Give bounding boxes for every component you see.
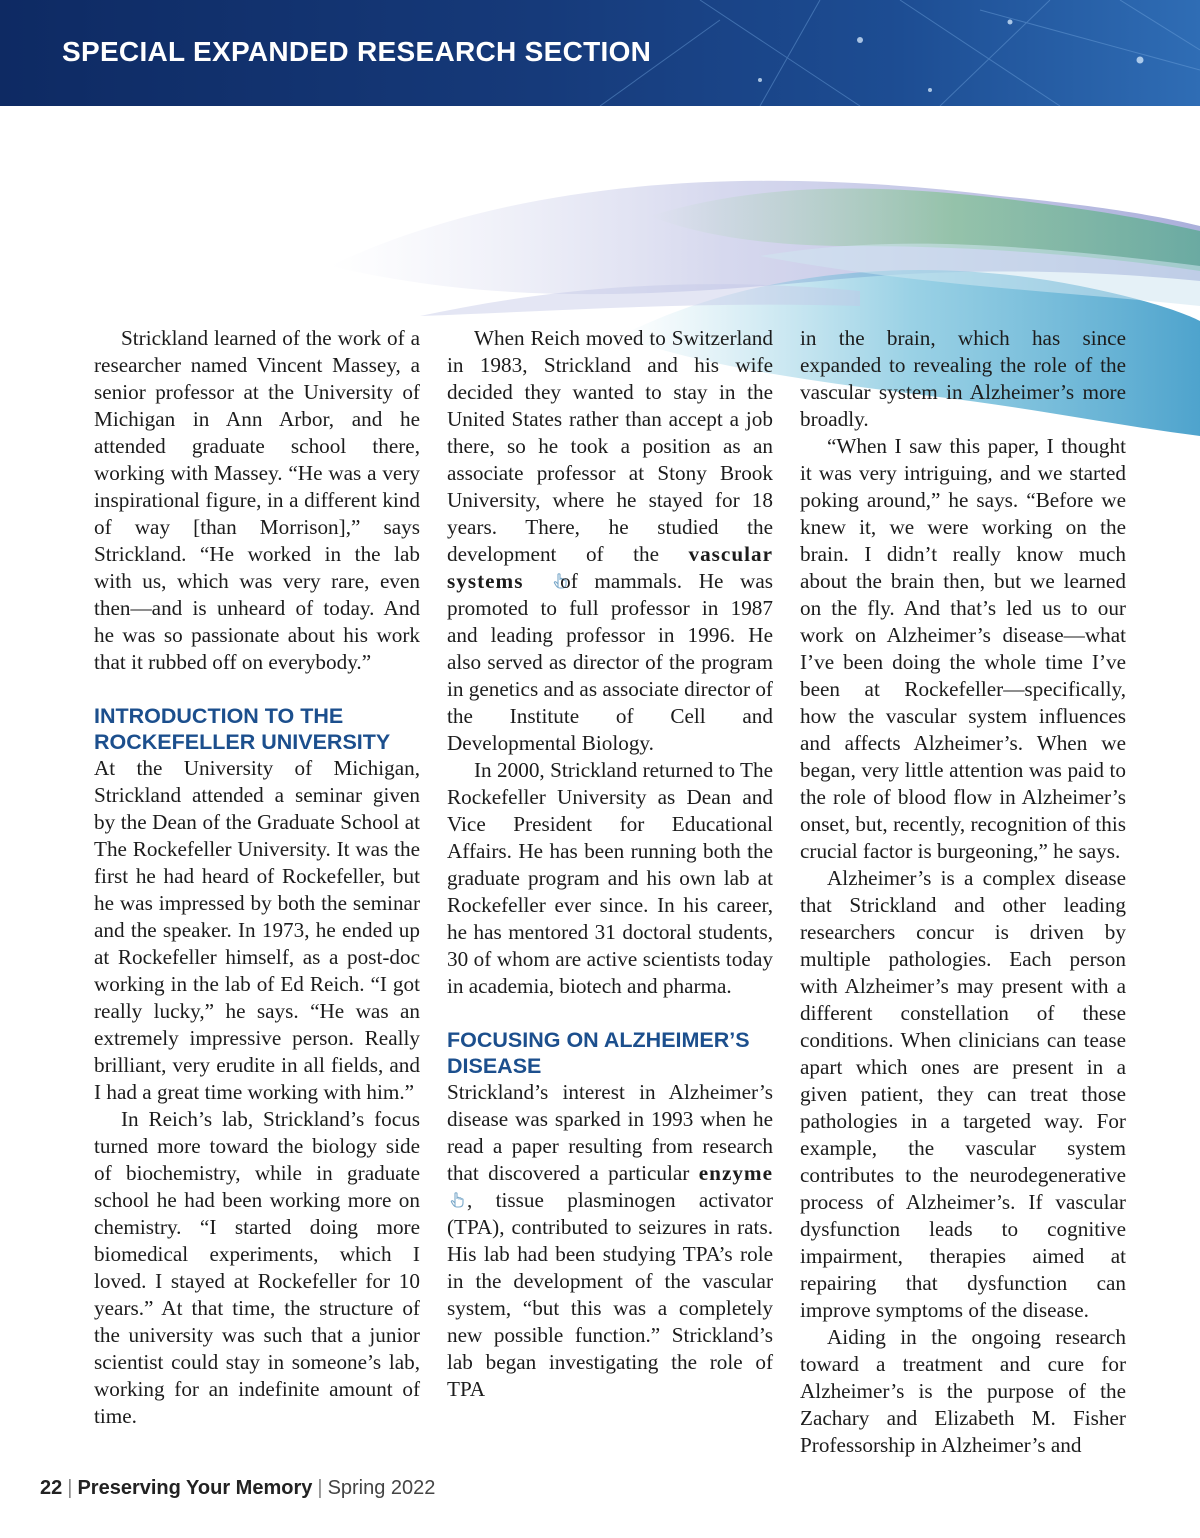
paragraph: Aiding in the ongoing research toward a treatment and cure for Alzheimer’s is the purpose of the Zachary and Elizabeth M. Fisher Professorship in Alzheimer’s and — [800, 1325, 1126, 1457]
pointing-hand-icon[interactable] — [525, 570, 543, 588]
article-column-2 — [447, 325, 773, 1403]
paragraph: At the University of Michigan, Strickland attended a seminar given by the Dean of the Graduate School at The Rockefeller University. It was the first he had heard of Rockefeller, but he was impressed by both the seminar and the speaker. In 1973, he ended up at Rockefeller himself, as a post-doc working in the lab of Ed Reich. “I got really lucky,” he says. “He was an extremely impressive person. Really brilliant, very erudite in all fields, and I had a great time working with him.” — [94, 756, 420, 1104]
footer-separator: | — [67, 1477, 73, 1499]
paragraph-text: When Reich moved to Switzerland in 1983, Strickland and his wife decided they wanted to stay in the United States rather than accept a job there, so he took a position as an associate professor at Stony Brook University, where he stayed for 18 years. There, he studied the development of the — [447, 326, 773, 566]
paragraph: In 2000, Strickland returned to The Rockefeller University as Dean and Vice President for Educational Affairs. He has been running both the graduate program and his own lab at Rockefeller ever since. In his career, he has mentored 31 doctoral students, 30 of whom are active scientists today in academia, biotech and pharma. — [447, 758, 773, 998]
pointing-hand-icon[interactable] — [449, 1189, 467, 1207]
paragraph-spacer — [447, 1000, 773, 1027]
page-number: 22 — [40, 1477, 63, 1499]
paragraph: Strickland learned of the work of a researcher named Vincent Massey, a senior professor at the University of Michigan in Ann Arbor, and he attended graduate school there, working with Massey. “He was a very inspirational figure, in a different kind of way [than Morrison],” says Strickland. “He worked in the lab with us, which was very rare, even then—and is unheard of today. And he was so passionate about his work that it rubbed off on everybody.” — [94, 326, 420, 674]
section-heading-rockefeller: INTRODUCTION TO THE ROCKEFELLER UNIVERSITY — [94, 704, 391, 754]
section-title: SPECIAL EXPANDED RESEARCH SECTION — [62, 36, 652, 67]
article-column-3 — [800, 325, 1126, 1459]
paragraph: In Reich’s lab, Strickland’s focus turned more toward the biology side of biochemistry, while in graduate school he had been working more on chemistry. “I started doing more biomedical experiments, which I loved. I stayed at Rockefeller for 10 years.” At that time, the structure of the university was such that a junior scientist could stay in someone’s lab, working for an indefinite amount of time. — [94, 1107, 420, 1428]
keyword-enzyme[interactable]: enzyme — [698, 1161, 773, 1185]
paragraph: “When I saw this paper, I thought it was very intriguing, and we started poking around,” he says. “Before we knew it, we were working on the brain. I didn’t really know much about the brain then, but we learned on the fly. And that’s led us to our work on Alzheimer’s disease—what I’ve been doing the whole time I’ve been at Rockefeller—specifically, how the vascular system influences and affects Alzheimer’s. When we began, very little attention was paid to the role of blood flow in Alzheimer’s onset, but, recently, recognition of this crucial factor is burgeoning,” he says. — [800, 434, 1126, 863]
page-footer — [40, 1477, 435, 1500]
issue-season: Spring 2022 — [327, 1477, 436, 1499]
paragraph: in the brain, which has since expanded to revealing the role of the vascular system in Alzheimer’s more broadly. — [800, 326, 1126, 431]
paragraph-text: Strickland’s interest in Alzheimer’s disease was sparked in 1993 when he read a paper resulting from research that discovered a particular — [447, 1080, 773, 1185]
paragraph — [447, 325, 773, 757]
article-column-1 — [94, 325, 420, 1430]
section-heading-alzheimers: FOCUSING ON ALZHEIMER’S DISEASE — [447, 1028, 750, 1078]
footer-separator: | — [317, 1477, 323, 1499]
publication-title: Preserving Your Memory — [77, 1477, 313, 1499]
paragraph — [447, 1079, 773, 1403]
paragraph-text: of mammals. He was promoted to full professor in 1987 and leading professor in 1996. He also served as director of the program in genetics and as associate director of the Institute of Cell and Developmental Biology. — [447, 569, 773, 755]
paragraph-spacer — [94, 676, 420, 703]
keyword-vascular-systems[interactable]: vascular systems — [447, 542, 773, 593]
paragraph-text: , tissue plasminogen activator (TPA), contributed to seizures in rats. His lab had been studying TPA’s role in the development of the vascular system, “but this was a completely new possible function.” Strickland’s lab began investigating the role of TPA — [447, 1188, 773, 1401]
paragraph: Alzheimer’s is a complex disease that Strickland and other leading researchers concur is driven by multiple pathologies. Each person with Alzheimer’s may present with a different constellation of these conditions. When clinicians can tease apart which ones are present in a given patient, they can treat those pathologies in a targeted way. For example, the vascular system contributes to the neurodegenerative process of Alzheimer’s. If vascular dysfunction leads to cognitive impairment, therapies aimed at repairing that dysfunction can improve symptoms of the disease. — [800, 866, 1126, 1322]
header-banner — [0, 0, 1200, 106]
